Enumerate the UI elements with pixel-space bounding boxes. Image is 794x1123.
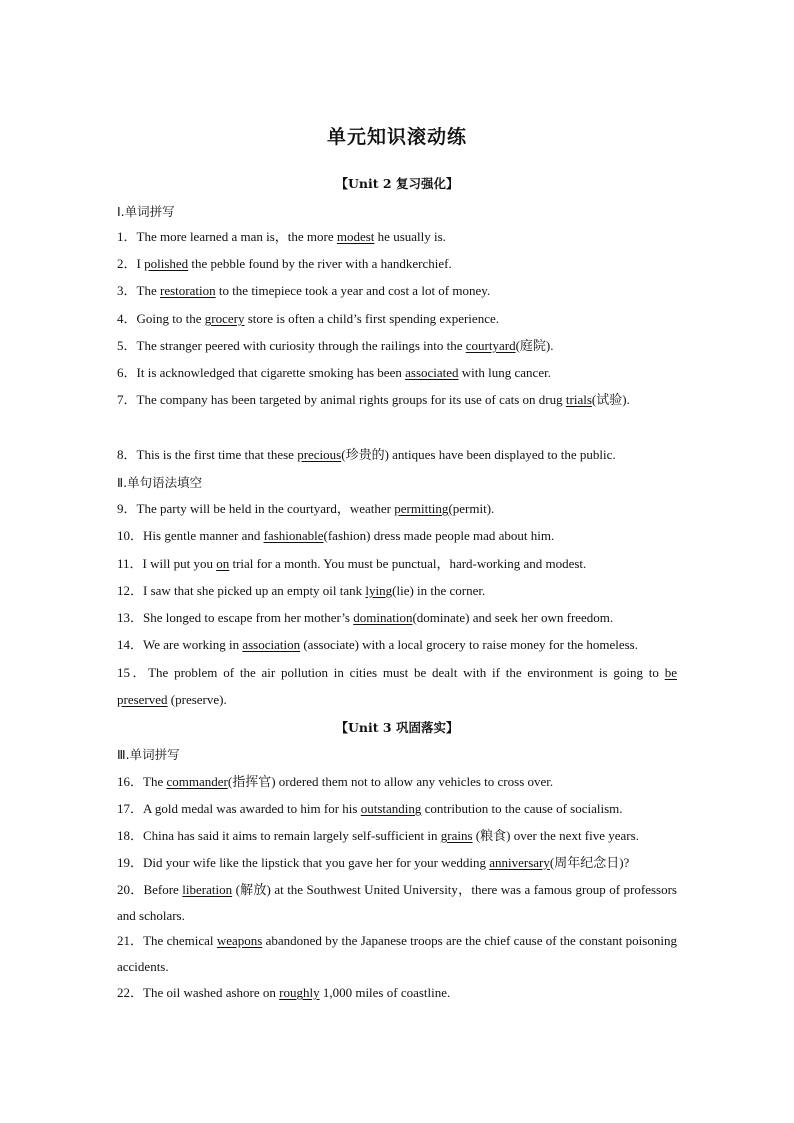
list-item: 16．The commander(指挥官) ordered them not to allow any vehicles to cross over. — [117, 774, 554, 789]
answer-blank: polished — [144, 256, 189, 271]
list-item: 15．The problem of the air pollution in cities must be dealt with if the environment is going to be preserved (preserve). — [117, 665, 677, 707]
list-item: 2．I polished the pebble found by the river with a handkerchief. — [117, 256, 452, 271]
answer-blank: modest — [336, 229, 375, 244]
list-item: 17．A gold medal was awarded to him for his outstanding contribution to the cause of socialism. — [117, 801, 623, 816]
answer-blank: commander — [166, 774, 228, 789]
part-heading-2: Ⅱ.单句语法填空 — [117, 475, 203, 490]
list-item: 3．The restoration to the timepiece took a year and cost a lot of money. — [117, 283, 491, 298]
list-item: 8．This is the first time that these precious(珍贵的) antiques have been displayed to the public. — [117, 447, 616, 462]
answer-blank: associated — [405, 365, 459, 380]
section-heading-unit2: 【Unit 2 复习强化】 — [335, 176, 459, 191]
list-item: 7．The company has been targeted by animal rights groups for its use of cats on drug trials(试验). — [117, 392, 630, 407]
answer-blank: trials — [565, 392, 592, 407]
answer-blank: roughly — [279, 985, 320, 1000]
answer-blank: lying — [365, 583, 393, 598]
list-item: 19．Did your wife like the lipstick that you gave her for your wedding anniversary(周年纪念日)? — [117, 855, 630, 870]
page-title: 单元知识滚动练 — [326, 126, 467, 148]
answer-blank: permitting — [394, 501, 449, 516]
answer-blank: on — [216, 556, 230, 571]
list-item: 11．I will put you on trial for a month. You must be punctual，hard-working and modest. — [117, 556, 587, 571]
answer-blank: precious — [297, 447, 342, 462]
answer-blank: fashionable — [263, 528, 324, 543]
list-item: 21．The chemical weapons abandoned by the Japanese troops are the chief cause of the constant poisoning accidents. — [117, 933, 677, 974]
list-item: 13．She longed to escape from her mother’s domination(dominate) and seek her own freedom. — [117, 610, 614, 625]
list-item: 10．His gentle manner and fashionable(fashion) dress made people mad about him. — [117, 528, 555, 543]
answer-blank: weapons — [216, 933, 263, 948]
list-item: 5．The stranger peered with curiosity through the railings into the courtyard(庭院). — [117, 338, 554, 353]
answer-blank: association — [242, 637, 301, 652]
list-item: 6．It is acknowledged that cigarette smoking has been associated with lung cancer. — [117, 365, 551, 380]
answer-blank: liberation — [182, 882, 233, 897]
answer-blank: grocery — [204, 311, 245, 326]
answer-blank: outstanding — [360, 801, 422, 816]
answer-blank: grains — [440, 828, 473, 843]
answer-blank: domination — [353, 610, 413, 625]
answer-blank: anniversary — [489, 855, 550, 870]
answer-blank: be preserved — [117, 665, 677, 707]
list-item: 20．Before liberation (解放) at the Southwest United University，there was a famous group of professors and scholars. — [117, 882, 677, 923]
list-item: 9．The party will be held in the courtyard，weather permitting(permit). — [117, 501, 495, 516]
list-item: 12．I saw that she picked up an empty oil tank lying(lie) in the corner. — [117, 583, 486, 598]
section-heading-unit3: 【Unit 3 巩固落实】 — [335, 720, 459, 735]
list-item: 22．The oil washed ashore on roughly 1,000 miles of coastline. — [117, 985, 451, 1000]
part-heading-3: Ⅲ.单词拼写 — [117, 747, 180, 762]
part-heading-1: Ⅰ.单词拼写 — [117, 204, 175, 219]
list-item: 1．The more learned a man is，the more modest he usually is. — [117, 229, 446, 244]
answer-blank: restoration — [159, 283, 216, 298]
list-item: 18．China has said it aims to remain largely self-sufficient in grains (粮食) over the next five years. — [117, 828, 639, 843]
list-item: 4．Going to the grocery store is often a child’s first spending experience. — [117, 311, 499, 326]
list-item: 14．We are working in association (associate) with a local grocery to raise money for the homeless. — [117, 637, 638, 652]
answer-blank: courtyard — [465, 338, 516, 353]
